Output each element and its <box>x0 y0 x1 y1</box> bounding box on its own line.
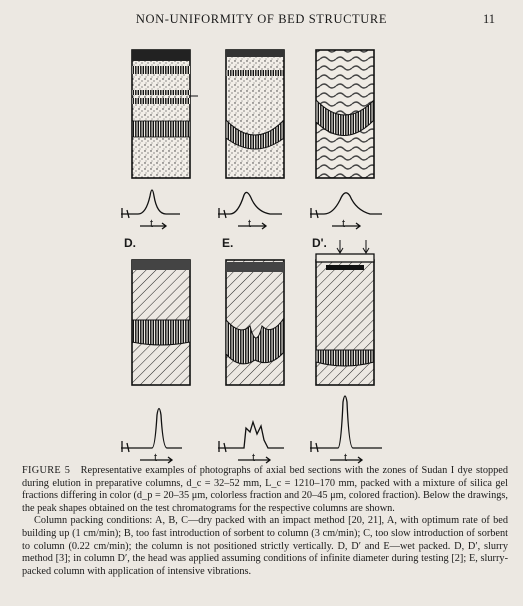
figure-label: FIGURE 5 <box>22 465 71 476</box>
column-d <box>132 260 190 385</box>
column-e <box>226 260 284 385</box>
tick-label-a: t <box>150 218 154 230</box>
panel-label-d: D. <box>124 236 136 250</box>
chromatogram-d <box>121 409 182 464</box>
page-number: 11 <box>482 12 495 26</box>
chromatogram-e <box>218 422 284 463</box>
column-b <box>226 50 284 178</box>
caption-paragraph-1 <box>22 465 508 515</box>
tick-label-d: t <box>154 452 158 464</box>
running-title: NON-UNIFORMITY OF BED STRUCTURE <box>135 12 388 26</box>
chromatogram-c <box>310 193 382 229</box>
tick-label-d-prime: t <box>344 452 348 464</box>
panel-label-d-prime: D'. <box>312 236 327 250</box>
column-c <box>316 50 374 178</box>
tick-label-c: t <box>342 218 346 230</box>
tick-label-e: t <box>252 452 256 464</box>
caption-text-1: Representative examples of photographs of axial bed sections with the zones of Sudan I dye stopped during elution in preparative columns, d_c = 32–52 mm, L_c = 1210–170 mm, packed with a mixture of silica gel fractions differing in color (d_p = 20–35 μm, colorless fraction and 20–45 μm, colored fraction). Below the drawings, the peak shapes obtained on the test chromatograms for the respective columns are shown. <box>22 465 508 514</box>
column-a <box>132 50 198 178</box>
tick-label-b: t <box>248 218 252 230</box>
panel-label-e: E. <box>222 236 234 250</box>
caption-paragraph-2: Column packing conditions: A, B, C—dry packed with an impact method [20, 21], A, with optimum rate of bed building up (1 cm/min); B, too fast introduction of sorbent to column (3 cm/min); C, too slow introduction of sorbent to column (0.22 cm/min); the column is not positioned strictly vertically. D, D′ and E—wet packed. D, D′, slurry method [3]; in column D′, the head was applied assuming conditions of infinite diameter during testing [2]; E, slurry-packed column with application of intensive vibrations. <box>22 515 508 577</box>
column-d-prime <box>316 240 374 385</box>
figure-caption <box>22 465 508 578</box>
